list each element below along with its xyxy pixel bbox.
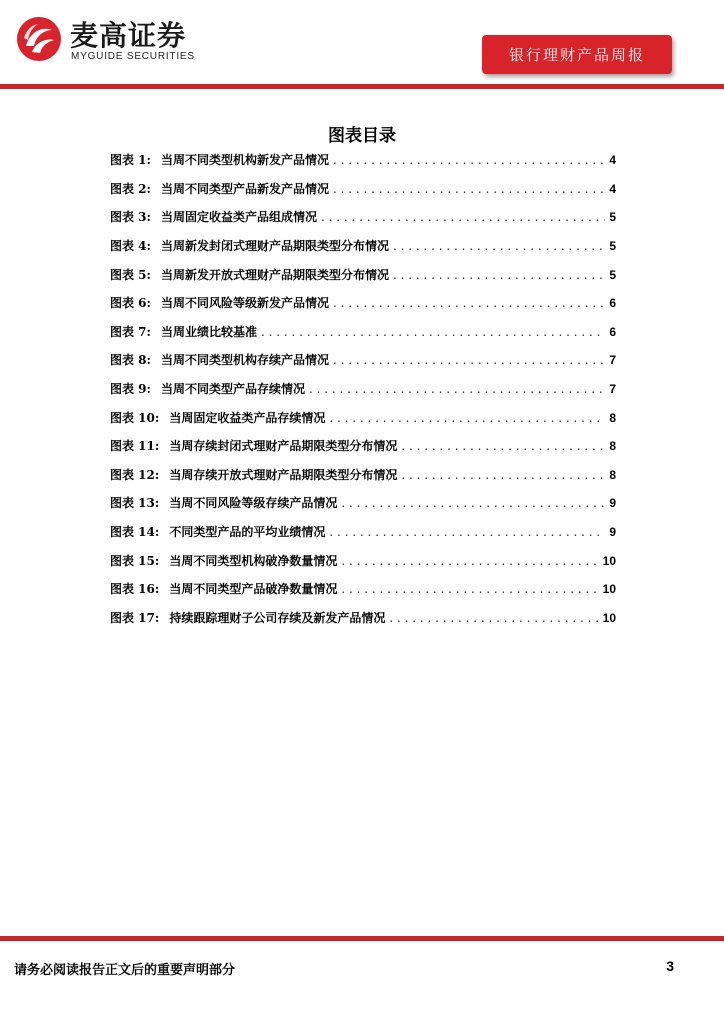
toc-entry[interactable] (110, 489, 616, 518)
toc-entry[interactable] (110, 203, 616, 232)
toc-entry[interactable] (110, 232, 616, 261)
toc-entry-page: 10 (602, 553, 616, 568)
toc-entry[interactable] (110, 432, 616, 461)
toc-entry-number: 图表 16: (110, 582, 160, 597)
toc-entry[interactable] (110, 318, 616, 347)
table-of-figures (110, 146, 616, 632)
toc-entry[interactable] (110, 289, 616, 318)
company-name-en: MYGUIDE SECURITIES (71, 51, 195, 62)
toc-dot-leader (321, 211, 605, 223)
toc-dot-leader (401, 440, 605, 452)
toc-dot-leader (309, 383, 605, 395)
toc-dot-leader (333, 297, 605, 309)
toc-entry-page: 10 (602, 582, 616, 597)
footer-disclaimer: 请务必阅读报告正文后的重要声明部分 (14, 963, 236, 978)
toc-entry[interactable] (110, 403, 616, 432)
toc-entry-page: 4 (609, 181, 616, 196)
toc-entry-number: 图表 15: (110, 553, 160, 568)
toc-entry[interactable] (110, 546, 616, 575)
toc-dot-leader (389, 612, 598, 624)
company-name-cn: 麦高证券 (70, 19, 187, 52)
toc-entry-page: 6 (609, 324, 616, 339)
toc-entry-page: 5 (609, 267, 616, 282)
toc-dot-leader (341, 555, 598, 567)
toc-entry-title: 当周不同风险等级新发产品情况 (160, 296, 329, 311)
toc-entry[interactable] (110, 146, 616, 175)
toc-entry-number: 图表 5: (110, 267, 151, 282)
toc-entry-title: 当周新发开放式理财产品期限类型分布情况 (160, 267, 389, 282)
toc-entry-number: 图表 4: (110, 239, 151, 254)
toc-title: 图表目录 (328, 126, 396, 146)
toc-entry-number: 图表 10: (110, 410, 160, 425)
toc-dot-leader (333, 183, 605, 195)
toc-dot-leader (333, 154, 605, 166)
toc-entry-number: 图表 14: (110, 525, 160, 540)
toc-entry-page: 10 (602, 610, 616, 625)
page-number: 3 (666, 958, 674, 974)
toc-entry-number: 图表 8: (110, 353, 151, 368)
toc-entry-number: 图表 13: (110, 496, 160, 511)
toc-entry-page: 8 (609, 467, 616, 482)
toc-entry-page: 8 (609, 439, 616, 454)
toc-entry[interactable] (110, 461, 616, 490)
toc-dot-leader (341, 497, 605, 509)
toc-entry-title: 当周不同风险等级存续产品情况 (169, 496, 338, 511)
toc-entry-title: 当周不同类型机构破净数量情况 (169, 553, 338, 568)
toc-entry-title: 不同类型产品的平均业绩情况 (169, 525, 326, 540)
toc-entry-page: 9 (609, 525, 616, 540)
toc-entry-number: 图表 7: (110, 324, 151, 339)
toc-dot-leader (329, 526, 605, 538)
toc-entry-title: 当周业绩比较基准 (160, 324, 257, 339)
toc-entry-number: 图表 17: (110, 610, 160, 625)
toc-entry-title: 当周不同类型产品破净数量情况 (169, 582, 338, 597)
toc-entry-number: 图表 12: (110, 467, 160, 482)
toc-entry[interactable] (110, 346, 616, 375)
toc-entry-number: 图表 11: (110, 439, 160, 454)
toc-entry-number: 图表 9: (110, 382, 151, 397)
toc-entry-title: 当周不同类型产品新发产品情况 (160, 181, 329, 196)
toc-entry-page: 5 (609, 239, 616, 254)
toc-entry[interactable] (110, 375, 616, 404)
page-header (0, 0, 724, 90)
toc-entry-title: 当周不同类型机构新发产品情况 (160, 153, 329, 168)
toc-entry-page: 7 (609, 382, 616, 397)
toc-entry-page: 9 (609, 496, 616, 511)
toc-entry-page: 4 (609, 153, 616, 168)
toc-entry-title: 当周不同类型机构存续产品情况 (160, 353, 329, 368)
toc-entry-title: 当周存续开放式理财产品期限类型分布情况 (169, 467, 398, 482)
header-divider (0, 84, 724, 89)
toc-entry[interactable] (110, 518, 616, 547)
toc-entry[interactable] (110, 575, 616, 604)
company-logo-icon (16, 16, 62, 62)
toc-entry-title: 当周不同类型产品存续情况 (160, 382, 305, 397)
toc-entry-number: 图表 3: (110, 210, 151, 225)
toc-entry-title: 当周固定收益类产品组成情况 (160, 210, 317, 225)
toc-entry-page: 6 (609, 296, 616, 311)
toc-entry-number: 图表 2: (110, 181, 151, 196)
toc-entry[interactable] (110, 175, 616, 204)
toc-entry-page: 8 (609, 410, 616, 425)
footer-divider (0, 936, 724, 941)
toc-entry[interactable] (110, 604, 616, 633)
toc-entry-title: 持续跟踪理财子公司存续及新发产品情况 (169, 610, 386, 625)
report-type-badge: 银行理财产品周报 (482, 35, 672, 74)
toc-dot-leader (341, 583, 598, 595)
toc-dot-leader (401, 469, 605, 481)
toc-entry-title: 当周存续封闭式理财产品期限类型分布情况 (169, 439, 398, 454)
toc-entry[interactable] (110, 260, 616, 289)
toc-entry-number: 图表 1: (110, 153, 151, 168)
toc-dot-leader (333, 354, 605, 366)
toc-entry-title: 当周固定收益类产品存续情况 (169, 410, 326, 425)
toc-entry-number: 图表 6: (110, 296, 151, 311)
toc-dot-leader (393, 269, 605, 281)
toc-entry-page: 7 (609, 353, 616, 368)
toc-dot-leader (393, 240, 605, 252)
toc-dot-leader (329, 412, 605, 424)
toc-dot-leader (261, 326, 605, 338)
toc-entry-page: 5 (609, 210, 616, 225)
toc-entry-title: 当周新发封闭式理财产品期限类型分布情况 (160, 239, 389, 254)
